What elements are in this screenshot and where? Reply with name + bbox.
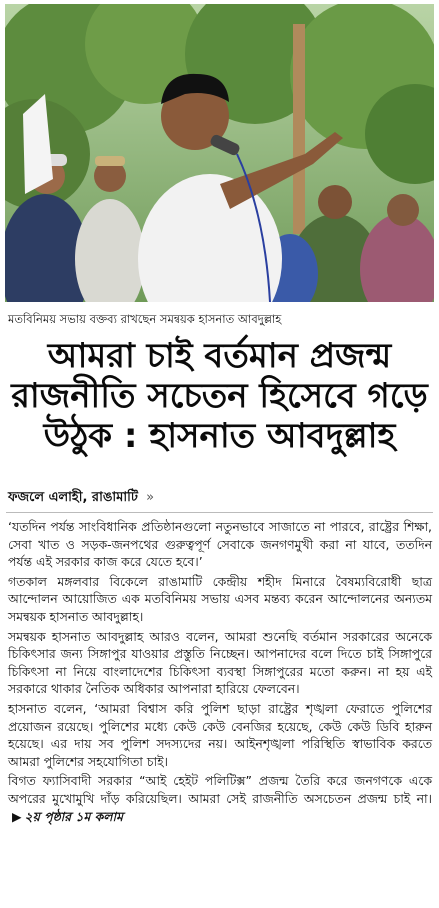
divider: [6, 512, 433, 513]
paragraph-text: বিগত ফ্যাসিবাদী সরকার “আই হেইট পলিটিক্স” প্রজন্ম তৈরি করে জনগণকে একে অপরের মুখোমুখি দাঁড় করিয়েছিল। আমরা সেই রাজনীতি অসচেতন প্রজন্ম চাই না।: [8, 773, 432, 806]
headline-line: উঠুক : হাসনাত আবদুল্লাহ: [43, 416, 396, 456]
byline-author: ফজলে এলাহী, রাঙামাটি: [8, 490, 138, 505]
paragraph: গতকাল মঙ্গলবার বিকেলে রাঙামাটি কেন্দ্রীয় শহীদ মিনারে বৈষম্যবিরোধী ছাত্র আন্দোলন আয়োজিত এক মতবিনিময় সভায় এসব মন্তব্য করেন আন্দোলনের অন্যতম সমন্বয়ক হাসনাত আবদুল্লাহ।: [8, 573, 432, 624]
photo-caption: মতবিনিময় সভায় বক্তব্য রাখছেন সমন্বয়ক হাসনাত আবদুল্লাহ: [8, 312, 282, 326]
paragraph-last: [8, 772, 432, 825]
headline-line: রাজনীতি সচেতন হিসেবে গড়ে: [11, 376, 428, 416]
paragraph: হাসনাত বলেন, ‘আমরা বিশ্বাস করি পুলিশ ছাড়া রাষ্ট্রের শৃঙ্খলা ফেরাতে পুলিশের প্রয়োজন রয়েছে। পুলিশের মধ্যে কেউ কেউ বেনজির হয়েছে, কেউ কেউ ডিবি হারুন হয়েছে। এর দায় সব পুলিশ সদস্যদের নয়। আইনশৃঙ্খলা পরিস্থিতি স্বাভাবিক করতে আমরা পুলিশের সহযোগিতা চাই।: [8, 700, 432, 769]
paragraph: ‘যতদিন পর্যন্ত সাংবিধানিক প্রতিষ্ঠানগুলো নতুনভাবে সাজাতে না পারবে, রাষ্ট্রের শিক্ষা, সেবা খাত ও সড়ক-জনপথের গুরুত্বপূর্ণ সেবাকে জনগণমুখী করা না যাবে, ততদিন পর্যন্ত এই সরকার কাজ করে যেতে হবে।’: [8, 519, 432, 570]
headline-line: আমরা চাই বর্তমান প্রজন্ম: [47, 336, 392, 376]
article-photo: [5, 4, 434, 302]
photo-illustration: [5, 4, 434, 302]
headline: [6, 336, 433, 456]
article-body: [8, 518, 432, 827]
byline: [8, 489, 428, 507]
byline-arrows: »: [146, 490, 155, 505]
continuation-link[interactable]: [12, 809, 123, 824]
continuation-text: ২য় পৃষ্ঠার ১ম কলাম: [24, 808, 124, 824]
paragraph: সমন্বয়ক হাসনাত আবদুল্লাহ আরও বলেন, আমরা শুনেছি বর্তমান সরকারের অনেকে চিকিৎসার জন্য সিঙ্গাপুর যাওয়ার প্রস্তুতি নিচ্ছেন। আপনাদের বলে দিতে চাই সিঙ্গাপুরে চিকিৎসা না নিয়ে বাংলাদেশের চিকিৎসা ব্যবস্থা সিঙ্গাপুরের মতো করুন। না হয় এই সরকারে থাকার নৈতিক অধিকার আপনারা হারিয়ে ফেলবেন।: [8, 628, 432, 697]
continuation-arrow-icon: ▶: [12, 808, 22, 824]
